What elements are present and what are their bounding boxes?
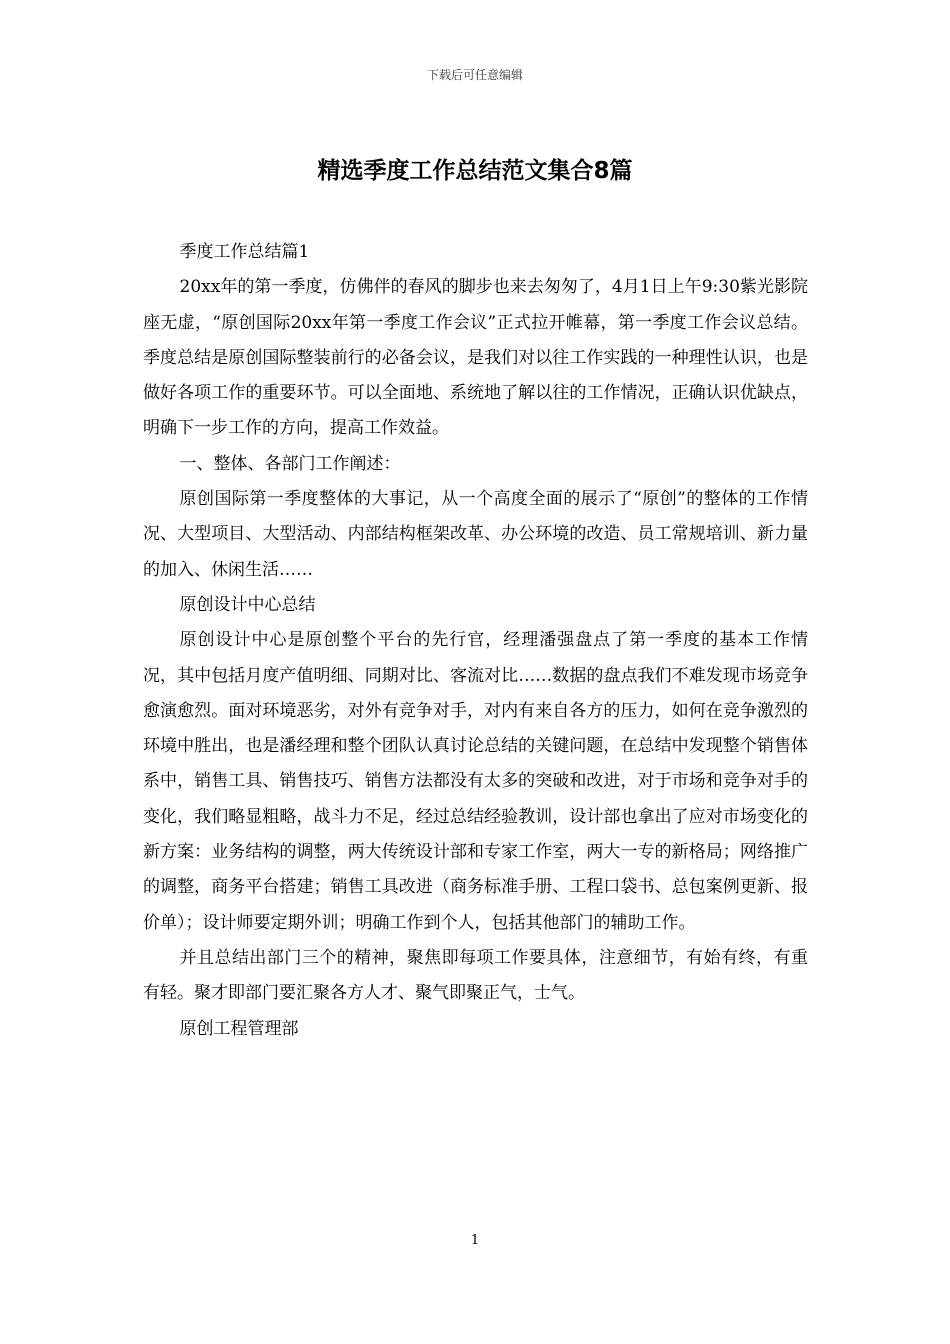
section-heading: 一、整体、各部门工作阐述：	[179, 453, 401, 474]
section-heading: 原创工程管理部	[179, 1018, 299, 1039]
document-body	[143, 235, 808, 1047]
header-note: 下载后可任意编辑	[426, 68, 523, 82]
section-heading: 季度工作总结篇1	[179, 242, 310, 262]
paragraph: 20xx年的第一季度，仿佛伴的春风的脚步也来去匆匆了，4月1日上午9:30紫光影院座无虚，“原创国际20xx年第一季度工作会议”正式拉开帷幕，第一季度工作会议总结。季度总结是原创国际整装前行的必备会议，是我们对以往工作实践的一种理性认识，也是做好各项工作的重要环节。可以全面地、系统地了解以往的工作情况，正确认识优缺点，明确下一步工作的方向，提高工作效益。	[143, 277, 808, 439]
document-title: 精选季度工作总结范文集合8篇	[317, 158, 633, 184]
paragraph: 并且总结出部门三个的精神，聚焦即每项工作要具体，注意细节，有始有终，有重有轻。聚才即部门要汇聚各方人才、聚气即聚正气，士气。	[143, 947, 808, 1004]
paragraph: 原创设计中心是原创整个平台的先行官，经理潘强盘点了第一季度的基本工作情况，其中包括月度产值明细、同期对比、客流对比……数据的盘点我们不难发现市场竞争愈演愈烈。面对环境恶劣，对外有竞争对手，对内有来自各方的压力，如何在竞争激烈的环境中胜出，也是潘经理和整个团队认真讨论总结的关键问题，在总结中发现整个销售体系中，销售工具、销售技巧、销售方法都没有太多的突破和改进，对于市场和竞争对手的变化，我们略显粗略，战斗力不足，经过总结经验教训，设计部也拿出了应对市场变化的新方案：业务结构的调整，两大传统设计部和专家工作室，两大一专的新格局；网络推广的调整，商务平台搭建；销售工具改进（商务标准手册、工程口袋书、总包案例更新、报价单）；设计师要定期外训；明确工作到个人，包括其他部门的辅助工作。	[143, 630, 808, 933]
section-heading: 原创设计中心总结	[179, 594, 316, 615]
page-number: 1	[470, 1233, 480, 1248]
paragraph: 原创国际第一季度整体的大事记，从一个高度全面的展示了“原创”的整体的工作情况、大型项目、大型活动、内部结构框架改革、办公环境的改造、员工常规培训、新力量的加入、休闲生活……	[143, 489, 808, 580]
